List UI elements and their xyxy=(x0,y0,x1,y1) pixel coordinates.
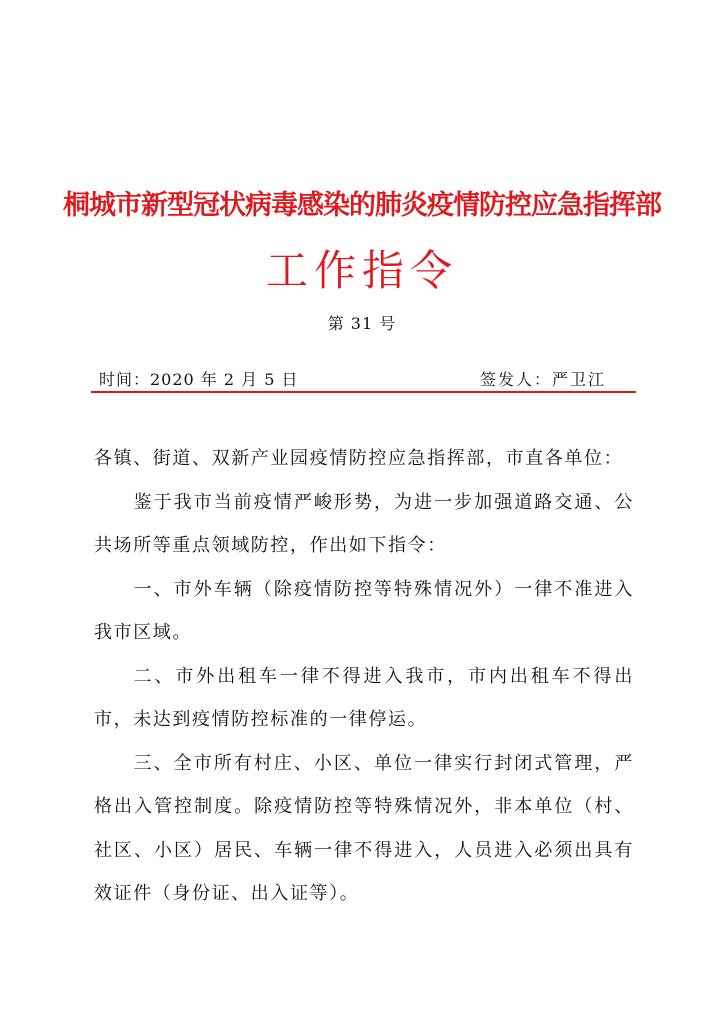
directive-item-1: 一、市外车辆（除疫情防控等特殊情况外）一律不准进入我市区域。 xyxy=(94,578,634,643)
doc-number: 第 31 号 xyxy=(327,314,397,333)
salutation: 各镇、街道、双新产业园疫情防控应急指挥部，市直各单位： xyxy=(94,448,624,469)
intro-paragraph: 鉴于我市当前疫情严峻形势，为进一步加强道路交通、公共场所等重点领域防控，作出如下指令： xyxy=(94,491,634,556)
signer: 签发人：严卫江 xyxy=(480,370,607,389)
org-title: 桐城市新型冠状病毒感染的肺炎疫情防控应急指挥部 xyxy=(63,190,661,221)
doc-type-title: 工作指令 xyxy=(265,246,458,295)
issue-date: 时间：2020 年 2 月 5 日 xyxy=(99,370,299,389)
red-divider-line xyxy=(91,391,636,393)
directive-item-3: 三、全市所有村庄、小区、单位一律实行封闭式管理，严格出入管控制度。除疫情防控等特殊情况外，非本单位（村、社区、小区）居民、车辆一律不得进入，人员进入必须出具有效证件（身份证、出入证等）。 xyxy=(94,752,634,904)
document-body xyxy=(94,437,634,916)
directive-item-2: 二、市外出租车一律不得进入我市，市内出租车不得出市，未达到疫情防控标准的一律停运。 xyxy=(94,665,634,730)
